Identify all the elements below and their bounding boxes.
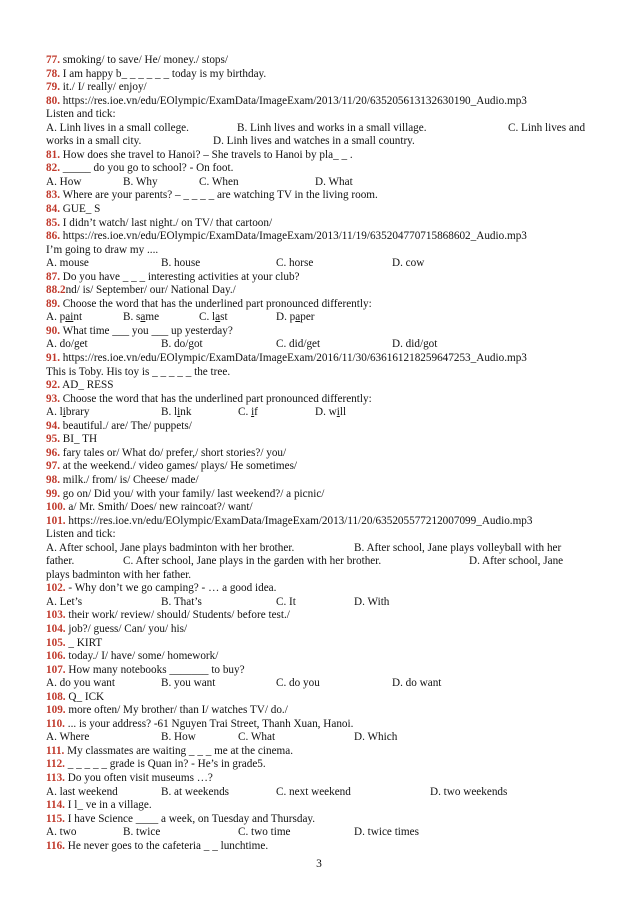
line-text: fary tales or/ What do/ prefer,/ short stories?/ you/: [59, 446, 287, 459]
option-text: C.: [238, 406, 252, 419]
question-line: [46, 474, 596, 488]
option-text: A. Where: [46, 731, 90, 744]
underlined-part: i: [336, 406, 340, 419]
line-text: BI_ TH: [59, 433, 98, 446]
line-text: _ _ _ _ _ grade is Quan in? - He’s in grade5.: [64, 758, 266, 771]
option-text: works in a small city.: [46, 135, 142, 148]
question-number: 100.: [46, 501, 66, 514]
line-text: I have Science ____ a week, on Tuesday and Thursday.: [64, 812, 316, 825]
question-line: [46, 664, 596, 678]
question-line: [46, 813, 596, 827]
question-number: 82.: [46, 162, 60, 175]
question-number: 108.: [46, 690, 66, 703]
line-text: GUE_ S: [59, 203, 101, 216]
question-line: [46, 271, 596, 285]
option-text: D. p: [276, 311, 296, 324]
option-text: A. l: [46, 406, 63, 419]
option-text: D. two weekends: [430, 785, 508, 798]
option: [46, 596, 82, 610]
line-text: beautiful./ are/ The/ puppets/: [59, 419, 192, 432]
option: [161, 677, 215, 691]
option-text: D. twice times: [354, 826, 419, 839]
option-text: A. After school, Jane plays badminton with her brother.: [46, 541, 295, 554]
option: [199, 176, 239, 190]
question-number: 78.: [46, 67, 60, 80]
options-line: [46, 677, 596, 691]
question-number: 116.: [46, 839, 65, 852]
question-number: 77.: [46, 54, 60, 66]
option-text: B. you want: [161, 677, 216, 690]
line-text: nd/ is/ September/ our/ National Day./: [65, 284, 236, 297]
option: [315, 406, 346, 420]
option: [276, 257, 313, 271]
question-number: 91.: [46, 352, 60, 365]
option-text: father.: [46, 555, 75, 568]
option-text: B. at weekends: [161, 785, 230, 798]
line-text: https://res.ioe.vn/edu/EOlympic/ExamData/ImageExam/2016/11/30/636161218259647253_Audio.mp3: [59, 352, 527, 365]
line-text: _____ do you go to school? - On foot.: [59, 162, 234, 175]
question-number: 87.: [46, 270, 60, 283]
option: [392, 257, 424, 271]
options-line: [46, 406, 596, 420]
options-line: [46, 826, 596, 840]
line-text: a/ Mr. Smith/ Does/ new raincoat?/ want/: [65, 501, 253, 514]
question-line: [46, 582, 596, 596]
option-text: C. l: [199, 311, 216, 324]
question-number: 86.: [46, 230, 60, 243]
line-text: go on/ Did you/ with your family/ last weekend?/ a picnic/: [59, 487, 325, 500]
question-line: [46, 447, 596, 461]
line-text: He never goes to the cafeteria _ _ lunchtime.: [64, 839, 269, 852]
option: [238, 406, 258, 420]
text-line: [46, 366, 596, 380]
option: [161, 786, 229, 800]
option-text: C. did/get: [276, 338, 321, 351]
line-text: _ KIRT: [65, 636, 103, 649]
question-number: 111.: [46, 744, 65, 757]
option-text: C. It: [276, 595, 296, 608]
option-text: A. do/get: [46, 338, 88, 351]
line-text: - Why don’t we go camping? - … a good idea.: [65, 582, 277, 595]
line-text: Where are your parents? – _ _ _ _ are watching TV in the living room.: [59, 189, 378, 202]
option-text: C. next weekend: [276, 785, 351, 798]
line-text: it./ I/ really/ enjoy/: [59, 81, 147, 94]
option-text-rest: per: [300, 311, 315, 324]
option-text: A. do you want: [46, 677, 115, 690]
option-text-rest: nk: [180, 406, 192, 419]
option: [276, 786, 351, 800]
question-line: [46, 420, 596, 434]
text-line: [46, 108, 596, 122]
underlined-part: a: [140, 311, 146, 324]
option: [238, 826, 291, 840]
option: [46, 677, 115, 691]
question-number: 95.: [46, 433, 60, 446]
line-text: How does she travel to Hanoi? – She travels to Hanoi by pla_ _ .: [59, 148, 353, 161]
option-text: B. How: [161, 731, 196, 744]
question-number: 101.: [46, 514, 66, 527]
question-line: [46, 623, 596, 637]
line-text: plays badminton with her father.: [46, 568, 192, 581]
option: [392, 677, 441, 691]
question-number: 88.2: [46, 284, 66, 297]
option-text: B. house: [161, 257, 201, 270]
option: [238, 731, 275, 745]
option: [46, 135, 141, 149]
option-text: D. After school, Jane: [469, 555, 564, 568]
option-text: C. two time: [238, 826, 291, 839]
question-line: [46, 325, 596, 339]
option-text: B. Linh lives and works in a small village.: [237, 121, 427, 134]
question-line: [46, 379, 596, 393]
question-number: 98.: [46, 473, 60, 486]
option-text: D. cow: [392, 257, 425, 270]
line-text: This is Toby. His toy is _ _ _ _ _ the tree.: [46, 365, 231, 378]
line-text: smoking/ to save/ He/ money./ stops/: [59, 54, 228, 66]
option-text-rest: ll: [339, 406, 347, 419]
option: [161, 406, 191, 420]
option: [469, 555, 563, 569]
question-list: [46, 54, 596, 853]
text-line: [46, 244, 596, 258]
question-number: 90.: [46, 324, 60, 337]
option: [508, 122, 585, 136]
underlined-part: i: [62, 406, 66, 419]
options-line: [46, 122, 596, 136]
options-line: [46, 542, 596, 556]
option: [46, 826, 76, 840]
underlined-part: a: [215, 311, 221, 324]
option: [123, 826, 160, 840]
option: [46, 338, 88, 352]
option-text-rest: nt: [73, 311, 83, 324]
text-line: [46, 528, 596, 542]
question-number: 97.: [46, 460, 60, 473]
line-text: https://res.ioe.vn/edu/EOlympic/ExamData/ImageExam/2013/11/20/635205577212007099_Audio.mp3: [65, 514, 533, 527]
option: [161, 596, 202, 610]
question-number: 107.: [46, 663, 66, 676]
options-line: [46, 596, 596, 610]
question-line: [46, 637, 596, 651]
option: [123, 311, 159, 325]
option-text: D. Which: [354, 731, 398, 744]
option: [46, 786, 118, 800]
option-text: D. do want: [392, 677, 442, 690]
question-line: [46, 501, 596, 515]
option: [276, 677, 320, 691]
underlined-part: i: [177, 406, 181, 419]
question-line: [46, 718, 596, 732]
option-text-rest: brary: [65, 406, 90, 419]
question-number: 94.: [46, 419, 60, 432]
line-text: Listen and tick:: [46, 108, 116, 121]
option-text-rest: f: [254, 406, 258, 419]
question-line: [46, 515, 596, 529]
underlined-part: i: [251, 406, 255, 419]
question-line: [46, 217, 596, 231]
option-text: B. That’s: [161, 595, 202, 608]
question-number: 93.: [46, 392, 60, 405]
question-line: [46, 81, 596, 95]
option-text: C. do you: [276, 677, 320, 690]
question-line: [46, 772, 596, 786]
line-text: Do you often visit museums …?: [64, 771, 213, 784]
option-text: D. What: [315, 175, 353, 188]
option-text: C. After school, Jane plays in the garden with her brother.: [123, 555, 382, 568]
line-text: I l_ ve in a village.: [64, 799, 152, 812]
option-text: B. s: [123, 311, 141, 324]
option: [46, 555, 74, 569]
line-text: Q_ ICK: [65, 690, 105, 703]
option: [276, 311, 315, 325]
question-number: 79.: [46, 81, 60, 94]
option-text: A. mouse: [46, 257, 89, 270]
options-line: [46, 731, 596, 745]
line-text: https://res.ioe.vn/edu/EOlympic/ExamData/ImageExam/2013/11/19/635204770715868602_Audio.mp3: [59, 230, 527, 243]
option-text: C. Linh lives and: [508, 121, 586, 134]
option: [237, 122, 427, 136]
question-line: [46, 650, 596, 664]
question-line: [46, 393, 596, 407]
question-number: 96.: [46, 446, 60, 459]
line-text: Choose the word that has the underlined part pronounced differently:: [59, 297, 372, 310]
question-line: [46, 95, 596, 109]
option: [354, 596, 389, 610]
question-number: 110.: [46, 717, 65, 730]
line-text: I’m going to draw my ....: [46, 243, 159, 256]
question-number: 103.: [46, 609, 66, 622]
line-text: at the weekend./ video games/ plays/ He sometimes/: [59, 460, 298, 473]
question-line: [46, 433, 596, 447]
option: [276, 338, 320, 352]
question-line: [46, 758, 596, 772]
question-line: [46, 284, 596, 298]
question-line: [46, 460, 596, 474]
line-text: My classmates are waiting _ _ _ me at the cinema.: [64, 744, 293, 757]
question-line: [46, 298, 596, 312]
options-line: [46, 135, 596, 149]
line-text: Choose the word that has the underlined part pronounced differently:: [59, 392, 372, 405]
option-text: D. Linh lives and watches in a small country.: [213, 135, 415, 148]
question-number: 104.: [46, 622, 66, 635]
option-text: A. Linh lives in a small college.: [46, 121, 189, 134]
line-text: more often/ My brother/ than I/ watches TV/ do./: [65, 704, 288, 717]
option-text: C. When: [199, 175, 239, 188]
options-line: [46, 257, 596, 271]
question-line: [46, 609, 596, 623]
question-line: [46, 352, 596, 366]
option-text: D. did/got: [392, 338, 438, 351]
option-text: B. l: [161, 406, 178, 419]
option-text: A. last weekend: [46, 785, 118, 798]
underlined-part: a: [295, 311, 301, 324]
option: [46, 406, 90, 420]
option: [276, 596, 296, 610]
option: [46, 542, 294, 556]
question-number: 113.: [46, 771, 65, 784]
option-text-rest: st: [220, 311, 228, 324]
option: [123, 555, 381, 569]
option: [46, 176, 81, 190]
question-number: 99.: [46, 487, 60, 500]
question-number: 81.: [46, 148, 60, 161]
question-number: 115.: [46, 812, 65, 825]
option: [315, 176, 353, 190]
line-text: How many notebooks _______ to buy?: [65, 663, 245, 676]
question-number: 114.: [46, 799, 65, 812]
option-text: A. two: [46, 826, 77, 839]
option: [354, 731, 397, 745]
line-text: Listen and tick:: [46, 528, 116, 541]
question-line: [46, 162, 596, 176]
option-text: C. horse: [276, 257, 314, 270]
question-number: 112.: [46, 758, 65, 771]
option-text: B. twice: [123, 826, 161, 839]
options-line: [46, 338, 596, 352]
options-line: [46, 176, 596, 190]
question-line: [46, 488, 596, 502]
option-text: B. After school, Jane plays volleyball with her: [354, 541, 562, 554]
option-text: A. p: [46, 311, 66, 324]
line-text: What time ___ you ___ up yesterday?: [59, 324, 233, 337]
question-number: 84.: [46, 203, 60, 216]
question-line: [46, 745, 596, 759]
options-line: [46, 786, 596, 800]
question-line: [46, 840, 596, 854]
question-line: [46, 149, 596, 163]
line-text: ... is your address? -61 Nguyen Trai Street, Thanh Xuan, Hanoi.: [64, 717, 354, 730]
option: [46, 311, 82, 325]
option: [46, 731, 89, 745]
question-number: 85.: [46, 216, 60, 229]
question-number: 106.: [46, 650, 66, 663]
line-text: milk./ from/ is/ Cheese/ made/: [59, 473, 199, 486]
line-text: https://res.ioe.vn/edu/EOlympic/ExamData/ImageExam/2013/11/20/635205613132630190_Audio.mp3: [59, 94, 527, 107]
question-number: 92.: [46, 379, 60, 392]
question-number: 83.: [46, 189, 60, 202]
question-line: [46, 54, 596, 68]
option: [46, 122, 189, 136]
option: [199, 311, 228, 325]
option-text: A. Let’s: [46, 595, 83, 608]
option-text: C. What: [238, 731, 276, 744]
option: [46, 257, 89, 271]
option-text: B. Why: [123, 175, 158, 188]
question-line: [46, 691, 596, 705]
option: [213, 135, 415, 149]
option: [392, 338, 437, 352]
option: [161, 731, 196, 745]
underlined-part: ai: [65, 311, 74, 324]
question-number: 109.: [46, 704, 66, 717]
question-line: [46, 203, 596, 217]
option: [354, 542, 561, 556]
option: [430, 786, 507, 800]
question-number: 80.: [46, 94, 60, 107]
question-number: 89.: [46, 297, 60, 310]
line-text: today./ I/ have/ some/ homework/: [65, 650, 219, 663]
options-line: [46, 311, 596, 325]
line-text: Do you have _ _ _ interesting activities at your club?: [59, 270, 300, 283]
option: [161, 257, 200, 271]
option-text: D. w: [315, 406, 337, 419]
question-line: [46, 704, 596, 718]
question-line: [46, 68, 596, 82]
option-text: B. do/got: [161, 338, 203, 351]
options-line: [46, 555, 596, 569]
line-text: I didn’t watch/ last night./ on TV/ that cartoon/: [59, 216, 273, 229]
question-line: [46, 189, 596, 203]
question-number: 102.: [46, 582, 66, 595]
question-number: 105.: [46, 636, 66, 649]
option-text-rest: me: [145, 311, 160, 324]
text-line: [46, 569, 596, 583]
option: [161, 338, 203, 352]
option-text: A. How: [46, 175, 82, 188]
option: [354, 826, 419, 840]
option: [123, 176, 158, 190]
question-line: [46, 799, 596, 813]
page-number: 3: [316, 858, 322, 870]
line-text: AD_ RESS: [59, 379, 114, 392]
line-text: their work/ review/ should/ Students/ before test./: [65, 609, 290, 622]
line-text: I am happy b_ _ _ _ _ _ today is my birthday.: [59, 67, 267, 80]
question-line: [46, 230, 596, 244]
option-text: D. With: [354, 595, 390, 608]
line-text: job?/ guess/ Can/ you/ his/: [65, 622, 188, 635]
